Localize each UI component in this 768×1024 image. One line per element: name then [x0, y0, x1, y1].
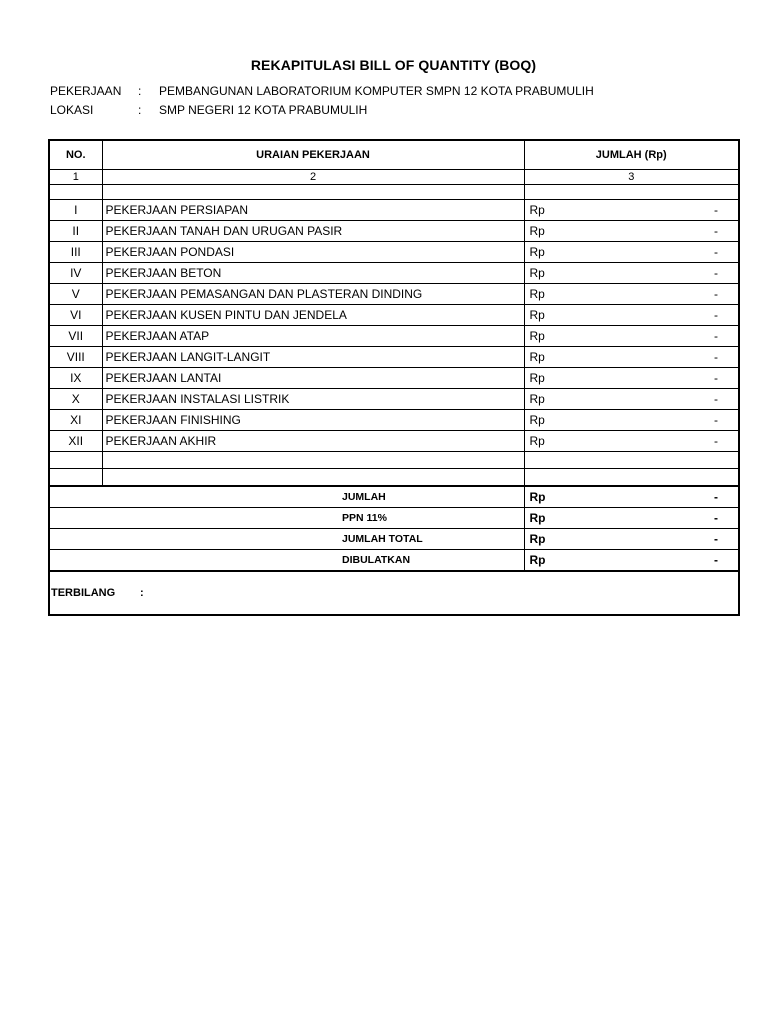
- row-description: PEKERJAAN LANTAI: [102, 368, 524, 389]
- currency-label: Rp: [529, 392, 545, 406]
- amount-value: -: [714, 329, 718, 343]
- amount-value: -: [714, 266, 718, 280]
- empty-cell: [524, 469, 739, 487]
- row-description: PEKERJAAN FINISHING: [102, 410, 524, 431]
- row-description: PEKERJAAN PERSIAPAN: [102, 200, 524, 221]
- summary-label: JUMLAH: [342, 491, 386, 503]
- table-row: [49, 221, 739, 242]
- currency-label: Rp: [529, 224, 545, 238]
- spacer-row: [49, 185, 739, 200]
- amount-value: -: [714, 490, 718, 504]
- amount-value: -: [714, 224, 718, 238]
- currency-label: Rp: [529, 532, 546, 546]
- amount-value: -: [714, 511, 718, 525]
- summary-label-cell: [49, 550, 524, 572]
- pekerjaan-value: PEMBANGUNAN LABORATORIUM KOMPUTER SMPN 12 KOTA PRABUMULIH: [159, 84, 594, 98]
- row-description: PEKERJAAN TANAH DAN URUGAN PASIR: [102, 221, 524, 242]
- pekerjaan-colon: :: [138, 84, 142, 98]
- currency-label: Rp: [529, 266, 545, 280]
- empty-cell: [524, 185, 739, 200]
- row-number: IX: [49, 368, 102, 389]
- amount-value: -: [714, 434, 718, 448]
- currency-label: Rp: [529, 553, 546, 567]
- currency-label: Rp: [529, 329, 545, 343]
- pekerjaan-label: PEKERJAAN: [50, 84, 122, 98]
- amount-value: -: [714, 287, 718, 301]
- row-number: II: [49, 221, 102, 242]
- row-amount: [524, 410, 739, 431]
- row-number: III: [49, 242, 102, 263]
- table-row: [49, 200, 739, 221]
- amount-value: -: [714, 532, 718, 546]
- column-number: 3: [524, 170, 739, 185]
- row-amount: [524, 326, 739, 347]
- table-row: [49, 431, 739, 452]
- currency-label: Rp: [529, 511, 546, 525]
- row-description: PEKERJAAN LANGIT-LANGIT: [102, 347, 524, 368]
- summary-amount: [524, 486, 739, 508]
- row-number: IV: [49, 263, 102, 284]
- summary-label: JUMLAH TOTAL: [342, 533, 423, 545]
- table-row: [49, 347, 739, 368]
- row-number: XI: [49, 410, 102, 431]
- lokasi-colon: :: [138, 103, 142, 117]
- row-description: PEKERJAAN INSTALASI LISTRIK: [102, 389, 524, 410]
- table-row: [49, 326, 739, 347]
- summary-row: [49, 508, 739, 529]
- terbilang-colon: :: [140, 587, 144, 599]
- empty-cell: [524, 452, 739, 469]
- empty-cell: [102, 452, 524, 469]
- currency-label: Rp: [529, 413, 545, 427]
- amount-value: -: [714, 413, 718, 427]
- amount-value: -: [714, 245, 718, 259]
- table-row: [49, 368, 739, 389]
- summary-label-cell: [49, 486, 524, 508]
- document-title: REKAPITULASI BILL OF QUANTITY (BOQ): [250, 57, 537, 73]
- row-number: XII: [49, 431, 102, 452]
- terbilang-label: TERBILANG: [51, 587, 116, 599]
- empty-cell: [49, 452, 102, 469]
- summary-row: [49, 550, 739, 572]
- lokasi-value: SMP NEGERI 12 KOTA PRABUMULIH: [159, 103, 368, 117]
- boq-table: [48, 139, 740, 616]
- currency-label: Rp: [529, 308, 545, 322]
- currency-label: Rp: [529, 245, 545, 259]
- spacer-row: [49, 452, 739, 469]
- row-amount: [524, 431, 739, 452]
- currency-label: Rp: [529, 287, 545, 301]
- empty-cell: [102, 469, 524, 487]
- row-number: VII: [49, 326, 102, 347]
- row-amount: [524, 200, 739, 221]
- row-amount: [524, 347, 739, 368]
- summary-amount: [524, 508, 739, 529]
- terbilang-row: [49, 571, 739, 615]
- summary-amount: [524, 529, 739, 550]
- currency-label: Rp: [529, 371, 545, 385]
- row-number: VIII: [49, 347, 102, 368]
- table-header-row: [49, 140, 739, 170]
- row-description: PEKERJAAN PEMASANGAN DAN PLASTERAN DINDING: [102, 284, 524, 305]
- summary-amount: [524, 550, 739, 572]
- table-row: [49, 389, 739, 410]
- row-amount: [524, 242, 739, 263]
- table-row: [49, 263, 739, 284]
- column-number-row: [49, 170, 739, 185]
- row-amount: [524, 284, 739, 305]
- header-no: NO.: [49, 140, 102, 170]
- row-amount: [524, 305, 739, 326]
- amount-value: -: [714, 392, 718, 406]
- row-description: PEKERJAAN BETON: [102, 263, 524, 284]
- currency-label: Rp: [529, 434, 545, 448]
- row-description: PEKERJAAN PONDASI: [102, 242, 524, 263]
- empty-cell: [102, 185, 524, 200]
- row-description: PEKERJAAN ATAP: [102, 326, 524, 347]
- summary-label: DIBULATKAN: [342, 554, 411, 566]
- column-number: 1: [49, 170, 102, 185]
- row-number: X: [49, 389, 102, 410]
- summary-label: PPN 11%: [342, 512, 387, 524]
- currency-label: Rp: [529, 350, 545, 364]
- table-row: [49, 284, 739, 305]
- amount-value: -: [714, 203, 718, 217]
- amount-value: -: [714, 350, 718, 364]
- row-description: PEKERJAAN AKHIR: [102, 431, 524, 452]
- table-row: [49, 410, 739, 431]
- row-amount: [524, 389, 739, 410]
- amount-value: -: [714, 371, 718, 385]
- currency-label: Rp: [529, 490, 546, 504]
- empty-cell: [49, 469, 102, 487]
- row-number: VI: [49, 305, 102, 326]
- terbilang-cell: [49, 571, 739, 615]
- amount-value: -: [714, 308, 718, 322]
- row-description: PEKERJAAN KUSEN PINTU DAN JENDELA: [102, 305, 524, 326]
- empty-cell: [49, 185, 102, 200]
- summary-row: [49, 529, 739, 550]
- table-row: [49, 242, 739, 263]
- row-amount: [524, 221, 739, 242]
- row-number: I: [49, 200, 102, 221]
- amount-value: -: [714, 553, 718, 567]
- summary-label-cell: [49, 508, 524, 529]
- header-uraian: URAIAN PEKERJAAN: [102, 140, 524, 170]
- summary-label-cell: [49, 529, 524, 550]
- table-row: [49, 305, 739, 326]
- currency-label: Rp: [529, 203, 545, 217]
- spacer-row: [49, 469, 739, 487]
- lokasi-label: LOKASI: [50, 103, 94, 117]
- row-amount: [524, 368, 739, 389]
- row-number: V: [49, 284, 102, 305]
- header-jumlah: JUMLAH (Rp): [524, 140, 739, 170]
- summary-row: [49, 486, 739, 508]
- row-amount: [524, 263, 739, 284]
- column-number: 2: [102, 170, 524, 185]
